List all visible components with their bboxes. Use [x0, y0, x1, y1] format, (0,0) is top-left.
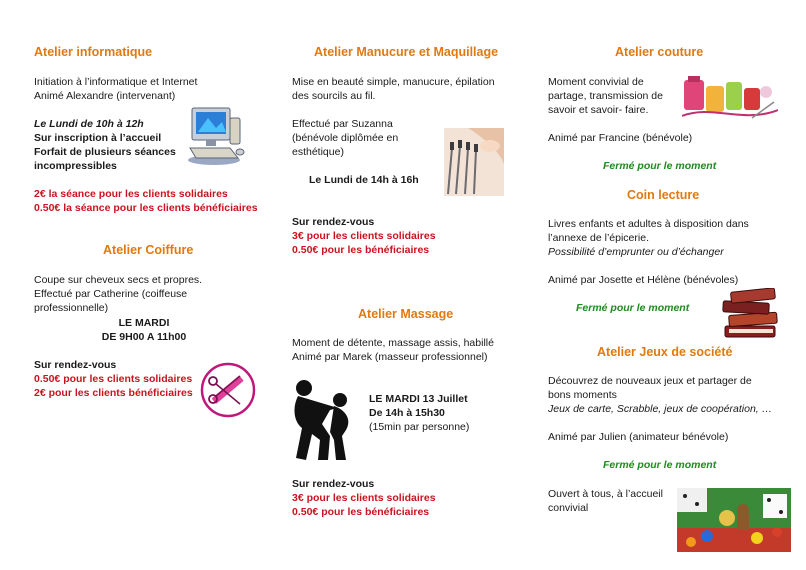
informatique-price-solidaires: 2€ la séance pour les clients solidaires: [34, 188, 228, 200]
coiffure-price-solidaires: 0.50€ pour les clients solidaires: [34, 373, 193, 385]
massage-date: LE MARDI 13 Juillet: [369, 393, 468, 405]
section-title-couture: Atelier couture: [615, 45, 704, 59]
coiffure-rdv: Sur rendez-vous: [34, 359, 117, 371]
section-title-coiffure: Atelier Coiffure: [103, 243, 194, 257]
informatique-inscription: Sur inscription à l’accueil: [34, 132, 162, 144]
massage-rdv: Sur rendez-vous: [292, 478, 375, 490]
coiffure-day: LE MARDI: [118, 317, 170, 329]
massage-hours: De 14h à 15h30: [369, 407, 445, 419]
section-title-massage: Atelier Massage: [358, 307, 454, 321]
column-middle: [270, 0, 535, 570]
lecture-status: Fermé pour le moment: [576, 302, 690, 314]
manicure-photo: [444, 128, 504, 196]
informatique-price-beneficiaires: 0.50€ la séance pour les clients bénéficiaires: [34, 202, 258, 214]
jeux-animator: Animé par Julien (animateur bénévole): [548, 431, 729, 443]
jeux-status: Fermé pour le moment: [603, 459, 717, 471]
coiffure-description: Coupe sur cheveux secs et propres.: [34, 274, 203, 286]
couture-status: Fermé pour le moment: [603, 160, 717, 172]
scissors-comb-icon: [200, 362, 256, 418]
lecture-description: Livres enfants et adultes à disposition dans l’annexe de l’épicerie.: [548, 218, 749, 244]
massage-price-solidaires: 3€ pour les clients solidaires: [292, 492, 436, 504]
coiffure-effectue: Effectué par Catherine (coiffeuse professionnelle): [34, 288, 188, 314]
manucure-schedule: Le Lundi de 14h à 16h: [309, 174, 419, 186]
section-title-informatique: Atelier informatique: [34, 45, 153, 59]
column-right: [535, 0, 806, 570]
computer-icon: [186, 104, 246, 166]
column-left: [0, 0, 270, 570]
informatique-animator: Animé Alexandre (intervenant): [34, 90, 176, 102]
couture-animator: Animé par Francine (bénévole): [548, 132, 693, 144]
massage-silhouette: [290, 378, 354, 462]
massage-description: Moment de détente, massage assis, habillé: [292, 337, 494, 349]
massage-animator: Animé par Marek (masseur professionnel): [292, 351, 488, 363]
informatique-forfait: Forfait de plusieurs séances incompressibles: [34, 146, 176, 172]
jeux-examples: Jeux de carte, Scrabble, jeux de coopération, …: [548, 403, 773, 415]
manucure-price-solidaires: 3€ pour les clients solidaires: [292, 230, 436, 242]
coiffure-hours: DE 9H00 A 11h00: [101, 331, 187, 343]
sewing-supplies-photo: [682, 74, 778, 124]
board-games-photo: [677, 488, 791, 552]
section-title-jeux: Atelier Jeux de société: [597, 345, 733, 359]
manucure-description: Mise en beauté simple, manucure, épilation des sourcils au fil.: [292, 76, 495, 102]
lecture-animator: Animé par Josette et Hélène (bénévoles): [548, 274, 739, 286]
informatique-description: Initiation à l’informatique et Internet: [34, 76, 198, 88]
informatique-schedule: Le Lundi de 10h à 12h: [34, 118, 144, 130]
jeux-description: Découvrez de nouveaux jeux et partager de bons moments: [548, 375, 752, 401]
section-title-manucure: Atelier Manucure et Maquillage: [314, 45, 499, 59]
coiffure-price-beneficiaires: 2€ pour les clients bénéficiaires: [34, 387, 193, 399]
couture-description: Moment convivial de partage, transmission de savoir et savoir- faire.: [548, 76, 663, 116]
jeux-open: Ouvert à tous, à l’accueil convivial: [548, 488, 663, 514]
section-title-lecture: Coin lecture: [627, 188, 700, 202]
books-stack-icon: [721, 288, 781, 340]
manucure-price-beneficiaires: 0.50€ pour les bénéficiaires: [292, 244, 430, 256]
manucure-rdv: Sur rendez-vous: [292, 216, 375, 228]
massage-duration: (15min par personne): [369, 421, 470, 433]
massage-price-beneficiaires: 0.50€ pour les bénéficiaires: [292, 506, 430, 518]
lecture-possibility: Possibilité d’emprunter ou d’échanger: [548, 246, 724, 258]
manucure-effectue: Effectué par Suzanna (bénévole diplômée en esthétique): [292, 118, 399, 158]
